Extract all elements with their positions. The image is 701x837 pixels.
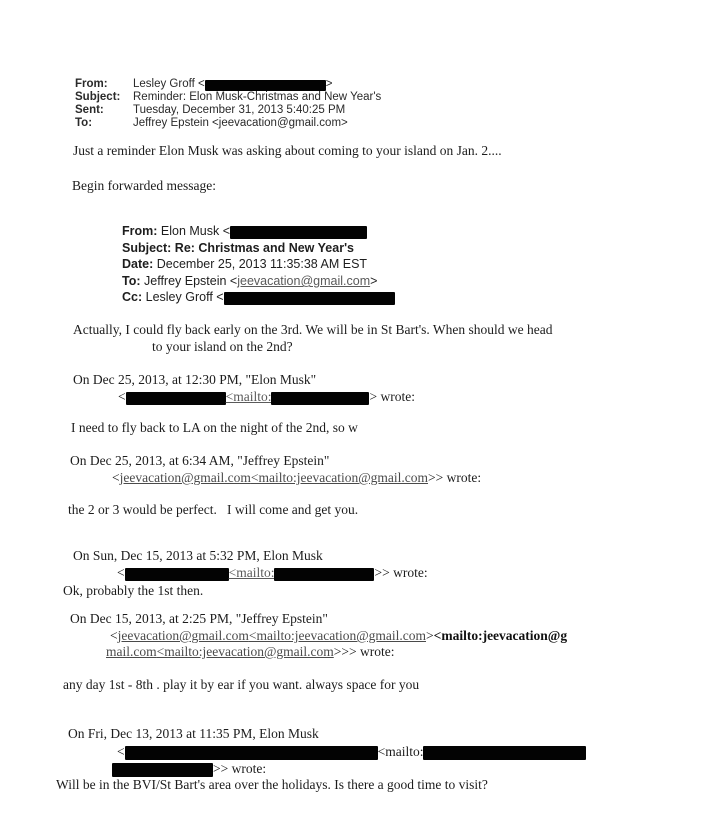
fwd-date-line [122, 257, 367, 271]
quote-address-line [112, 761, 266, 777]
email-link[interactable]: jeevacation@gmail.com [117, 628, 249, 643]
header-from-value [133, 78, 332, 90]
fwd-from-line [122, 224, 367, 238]
fwd-subject-text: Re: Christmas and New Year's [171, 241, 354, 255]
mailto-text-bold: <mailto:jeevacation@g [433, 628, 568, 643]
angle-bracket: > [426, 628, 434, 643]
redaction-bar [125, 746, 378, 760]
wrote-text: >> wrote: [428, 470, 482, 485]
intro-text: Just a reminder Elon Musk was asking about coming to your island on Jan. 2.... [73, 143, 502, 158]
header-from-text: Lesley Groff < [133, 78, 205, 90]
quote-address-line [106, 644, 394, 660]
header-from-close: > [325, 78, 333, 90]
fwd-from-text: Elon Musk < [157, 224, 231, 238]
angle-bracket: < [117, 744, 125, 759]
fwd-date-label: Date: [122, 257, 154, 271]
redaction-bar [423, 746, 586, 760]
redaction-bar [224, 292, 395, 305]
fwd-to-label: To: [122, 274, 141, 288]
mailto-link[interactable]: <mailto:jeevacation@gmail.com [156, 644, 334, 659]
header-from-label: From: [75, 78, 108, 90]
email-link[interactable]: jeevacation@gmail.com [119, 470, 251, 485]
quote-address-line [117, 565, 428, 581]
mailto-link[interactable]: <mailto:jeevacation@gmail.com [248, 628, 427, 643]
mailto-link[interactable]: <mailto: [225, 389, 272, 404]
mailto-link[interactable]: <mailto:jeevacation@gmail.com [250, 470, 429, 485]
begin-forwarded-label: Begin forwarded message: [72, 178, 216, 193]
redaction-bar [112, 763, 213, 777]
fwd-date-text: December 25, 2013 11:35:38 AM EST [153, 257, 368, 271]
wrote-text: >>> wrote: [333, 644, 395, 659]
angle-bracket: < [110, 628, 118, 643]
fwd-cc-text: Lesley Groff < [142, 290, 224, 304]
quote-attribution: On Fri, Dec 13, 2013 at 11:35 PM, Elon Musk [68, 726, 319, 741]
quote-body: I need to fly back to LA on the night of the 2nd, so w [71, 420, 358, 435]
reply-text-line: to your island on the 2nd? [152, 339, 293, 354]
fwd-cc-label: Cc: [122, 290, 143, 304]
fwd-from-label: From: [122, 224, 158, 238]
quote-attribution: On Dec 15, 2013, at 2:25 PM, "Jeffrey Epstein" [70, 611, 328, 626]
fwd-subject-line [122, 241, 354, 255]
wrote-text: > wrote: [369, 389, 415, 404]
redaction-bar [271, 392, 369, 405]
header-sent-value: Tuesday, December 31, 2013 5:40:25 PM [133, 104, 346, 116]
header-to-value: Jeffrey Epstein <jeevacation@gmail.com> [133, 117, 348, 129]
redaction-bar [230, 226, 367, 239]
redaction-bar [274, 568, 374, 581]
angle-bracket: < [117, 565, 125, 580]
redaction-bar [205, 80, 326, 91]
quote-address-line [117, 744, 586, 760]
quote-attribution: On Sun, Dec 15, 2013 at 5:32 PM, Elon Musk [73, 548, 323, 563]
mailto-text: <mailto: [377, 744, 424, 759]
quote-address-line [110, 628, 567, 644]
header-to-label: To: [75, 117, 93, 129]
fwd-subject-label: Subject: [122, 241, 172, 255]
fwd-to-text: Jeffrey Epstein < [140, 274, 238, 288]
redaction-bar [125, 568, 229, 581]
redaction-bar [126, 392, 226, 405]
quote-attribution: On Dec 25, 2013, at 6:34 AM, "Jeffrey Epstein" [70, 453, 330, 468]
email-link[interactable]: mail.com [106, 644, 157, 659]
header-subject-label: Subject: [75, 91, 121, 103]
quote-address-line [112, 470, 481, 486]
fwd-to-close: > [370, 274, 378, 288]
angle-bracket: < [118, 389, 126, 404]
quote-body: any day 1st - 8th . play it by ear if you want. always space for you [63, 677, 420, 692]
angle-bracket: < [112, 470, 120, 485]
fwd-cc-line [122, 290, 395, 304]
quote-body: the 2 or 3 would be perfect. I will come and get you. [68, 502, 359, 517]
header-sent-label: Sent: [75, 104, 104, 116]
mailto-link[interactable]: <mailto: [228, 565, 275, 580]
quote-body: Will be in the BVI/St Bart's area over the holidays. Is there a good time to visit? [56, 777, 488, 792]
fwd-to-line [122, 274, 377, 288]
header-subject-value: Reminder: Elon Musk-Christmas and New Year's [133, 91, 382, 103]
wrote-text: >> wrote: [374, 565, 428, 580]
wrote-text: >> wrote: [213, 761, 267, 776]
quote-attribution: On Dec 25, 2013, at 12:30 PM, "Elon Musk" [73, 372, 317, 387]
reply-text-line: Actually, I could fly back early on the 3rd. We will be in St Bart's. When should we head [73, 322, 553, 337]
quote-body: Ok, probably the 1st then. [63, 583, 204, 598]
email-link[interactable]: jeevacation@gmail.com [237, 274, 371, 288]
quote-address-line [118, 389, 415, 405]
